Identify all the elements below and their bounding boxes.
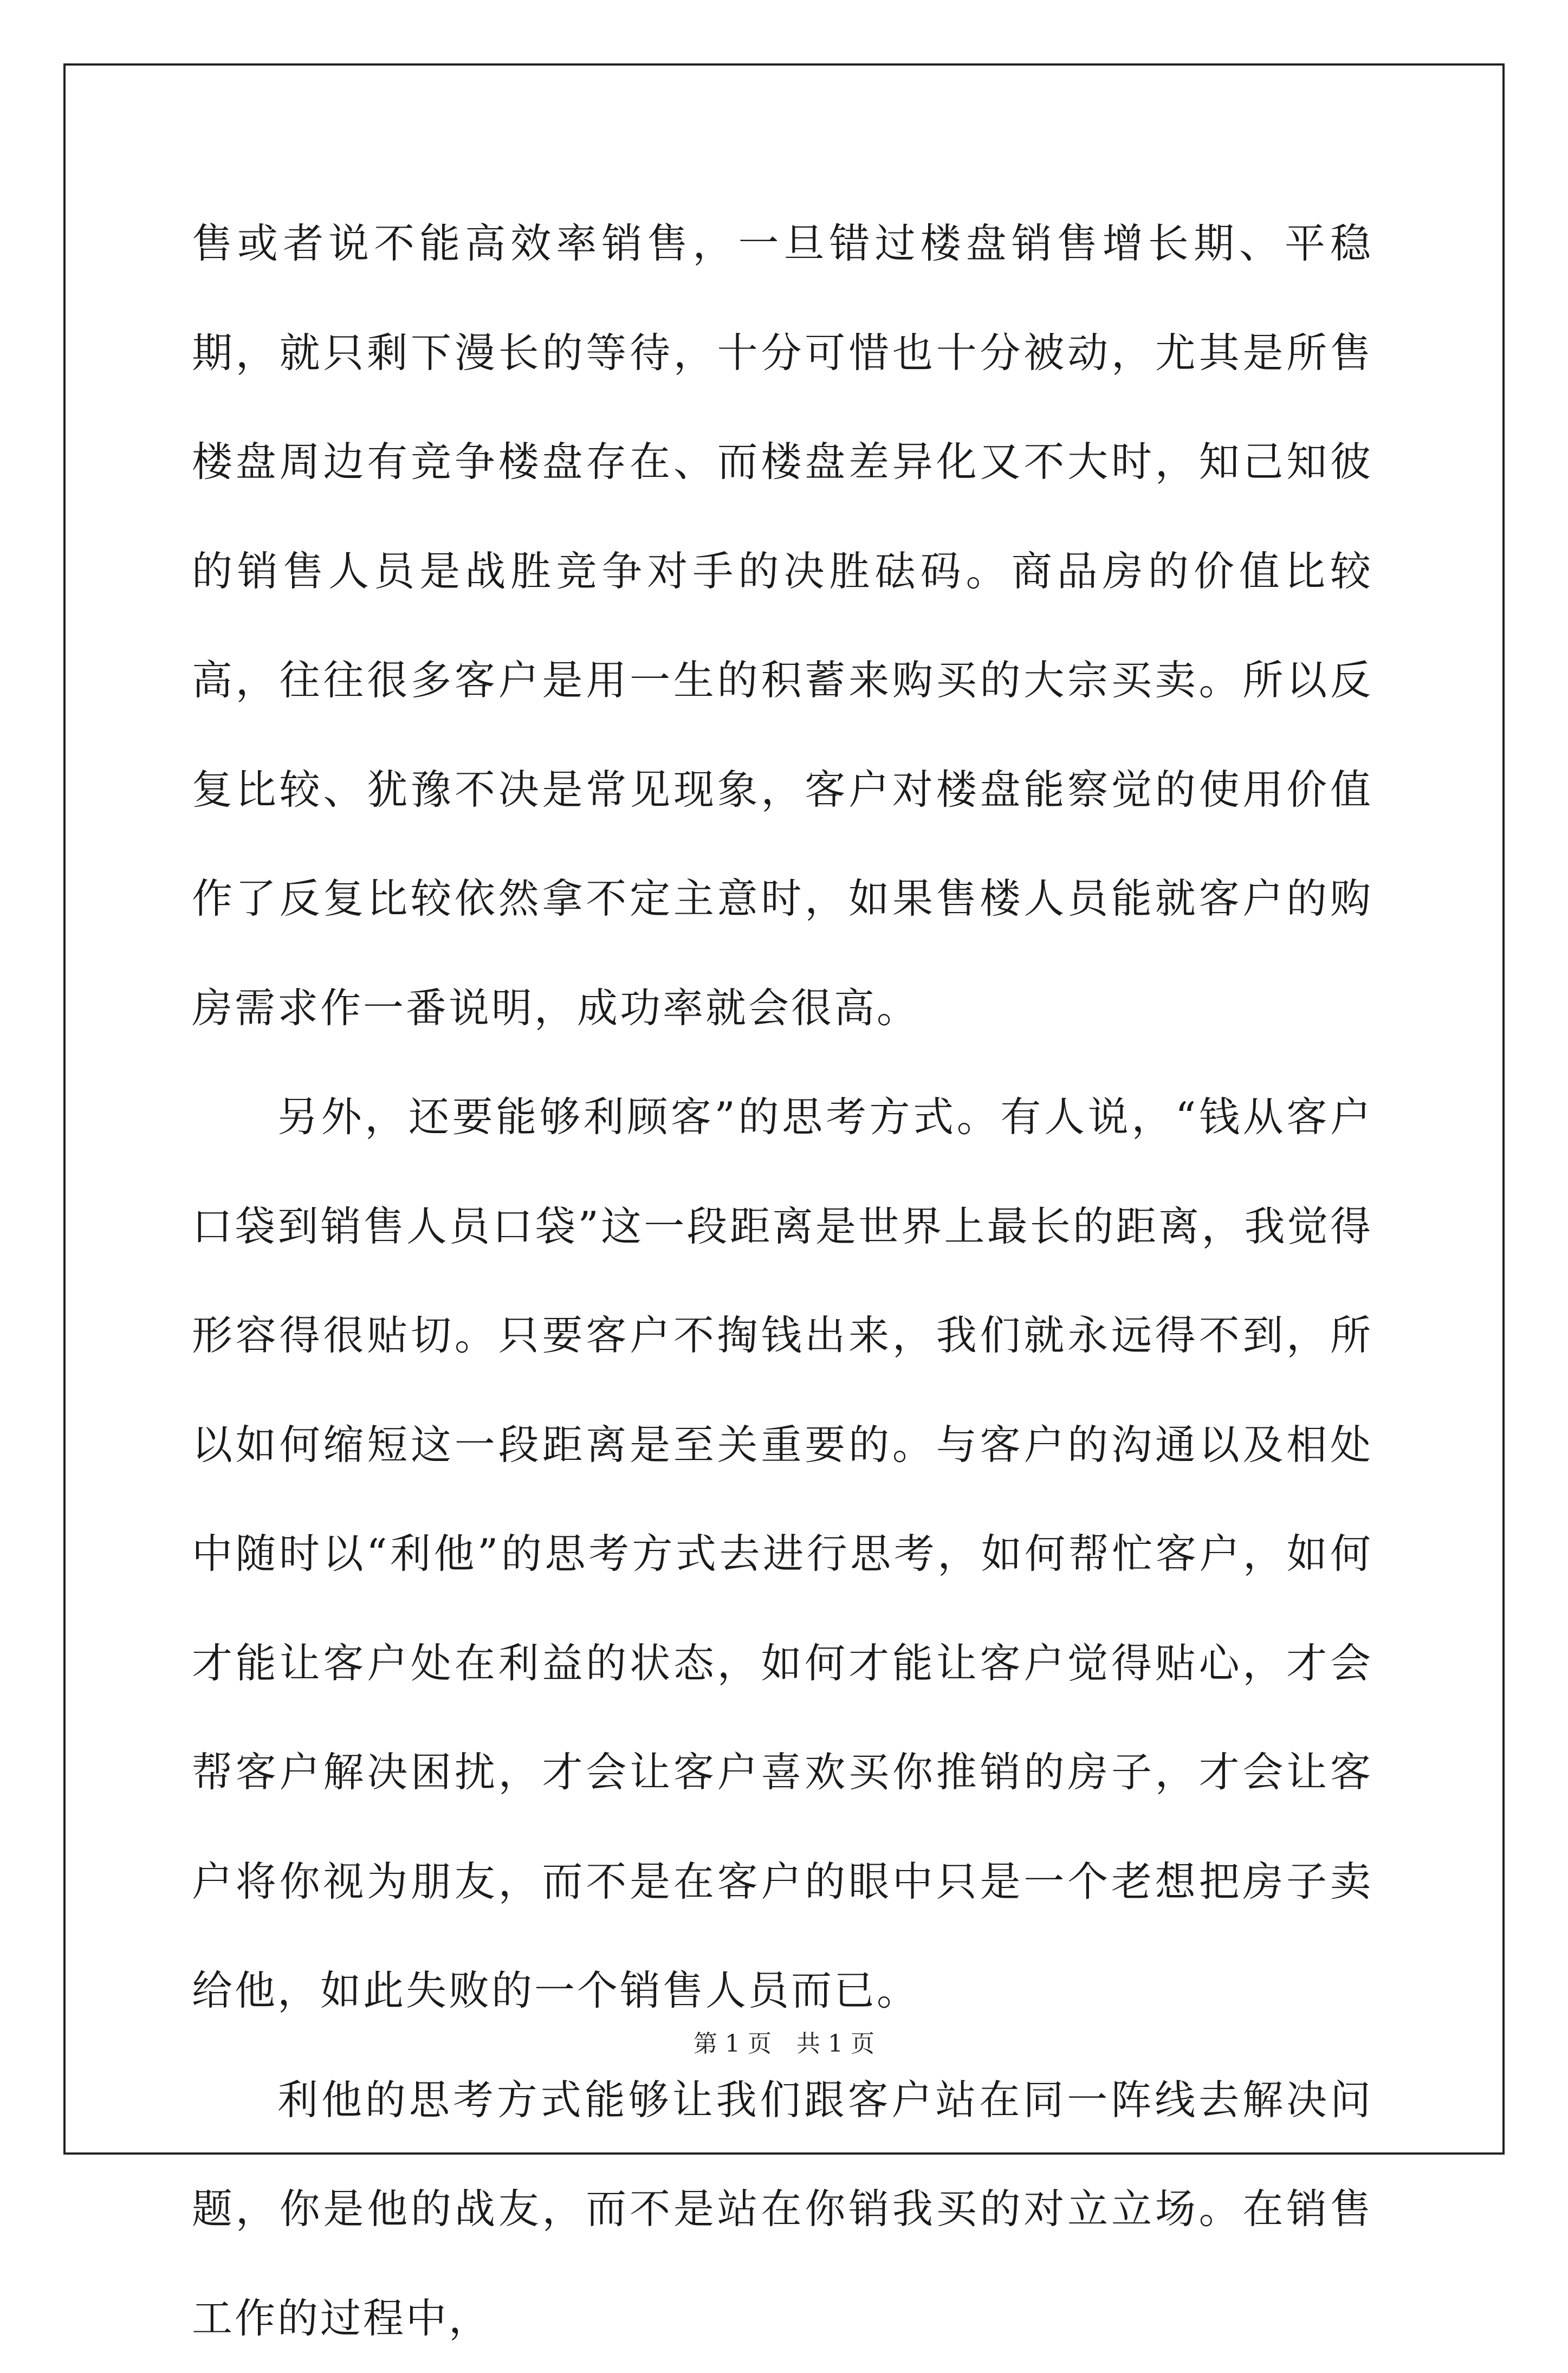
page-number: 第 1 页 [694, 2030, 772, 2058]
paragraph-3: 利他的思考方式能够让我们跟客户站在同一阵线去解决问题，你是他的战友，而不是站在你销我买的对立立场。在销售工作的过程中， [192, 2046, 1373, 2373]
page-footer [0, 2024, 1568, 2059]
paragraph-2: 另外，还要能够利顾客”的思考方式。有人说，“钱从客户口袋到销售人员口袋”这一段距离是世界上最长的距离，我觉得形容得很贴切。只要客户不掏钱出来，我们就永远得不到，所以如何缩短这一段距离是至关重要的。与客户的沟通以及相处中随时以“利他”的思考方式去进行思考，如何帮忙客户，如何才能让客户处在利益的状态，如何才能让客户觉得贴心，才会帮客户解决困扰，才会让客户喜欢买你推销的房子，才会让客户将你视为朋友，而不是在客户的眼中只是一个老想把房子卖给他，如此失败的一个销售人员而已。 [192, 1063, 1373, 2046]
page-total: 共 1 页 [796, 2030, 874, 2058]
paragraph-1: 售或者说不能高效率销售，一旦错过楼盘销售增长期、平稳期，就只剩下漫长的等待，十分可惜也十分被动，尤其是所售楼盘周边有竞争楼盘存在、而楼盘差异化又不大时，知己知彼的销售人员是战胜竞争对手的决胜砝码。商品房的价值比较高，往往很多客户是用一生的积蓄来购买的大宗买卖。所以反复比较、犹豫不决是常见现象，客户对楼盘能察觉的使用价值作了反复比较依然拿不定主意时，如果售楼人员能就客户的购房需求作一番说明，成功率就会很高。 [192, 189, 1373, 1063]
